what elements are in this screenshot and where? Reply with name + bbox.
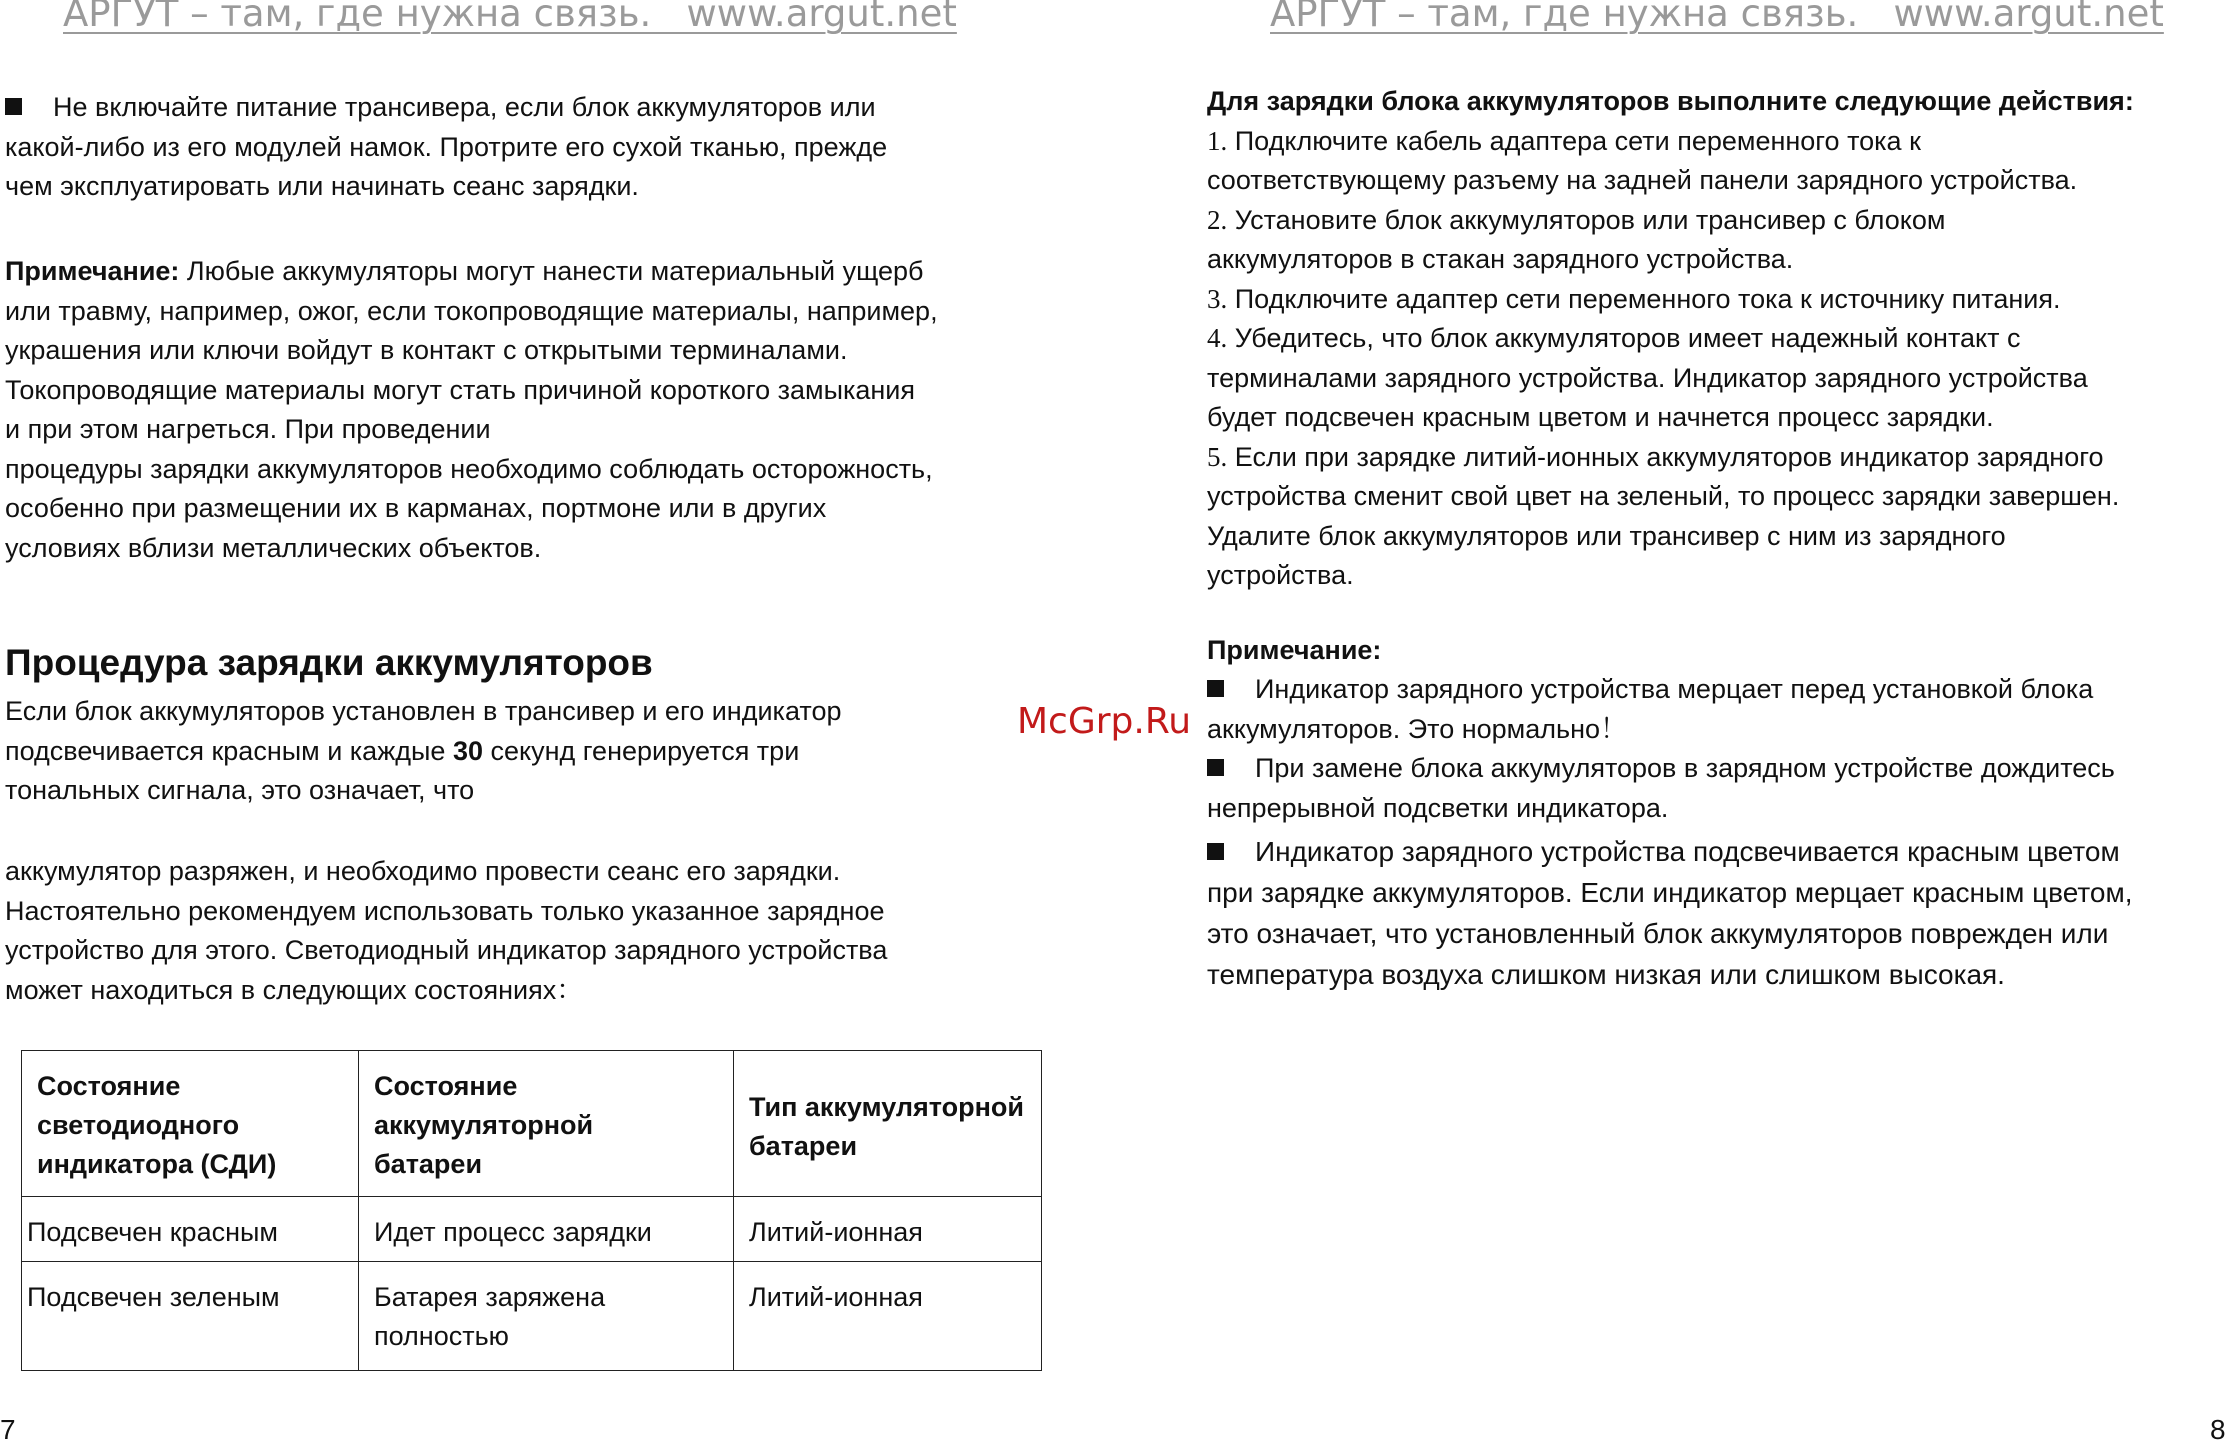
intro-paragraph: Если блок аккумуляторов установлен в трансивер и его индикатор подсвечивается красным и каждые 30 секунд генерируется три тональных сигнала, это означает, что xyxy=(5,696,842,805)
left-page xyxy=(0,0,1114,1449)
step-item: 2. Установите блок аккумуляторов или трансивер с блоком аккумуляторов в стакан зарядного устройства. xyxy=(1207,204,1946,274)
notes-section xyxy=(1207,670,2133,995)
steps-section xyxy=(1207,82,2134,596)
table-cell: Подсвечен зеленым xyxy=(22,1262,359,1371)
step-item: 3. Подключите адаптер сети переменного тока к источнику питания. xyxy=(1207,283,2061,314)
table-cell: Идет процесс зарядки xyxy=(359,1197,734,1262)
step-item: 4. Убедитесь, что блок аккумуляторов имеет надежный контакт с терминалами зарядного устройства. Индикатор зарядного устройства будет подсвечен красным цветом и начнется процесс зарядки. xyxy=(1207,323,2088,432)
bullet-square-icon xyxy=(1207,843,1224,860)
step-item: 1. Подключите кабель адаптера сети переменного тока к соответствующему разъему на задней панели зарядного устройства. xyxy=(1207,125,2078,195)
led-status-table xyxy=(21,1050,1042,1371)
table-cell: Литий-ионная xyxy=(734,1262,1042,1371)
table-header-cell: Состояние аккумуляторной батареи xyxy=(359,1051,734,1197)
right-page xyxy=(1114,0,2229,1449)
note-item: Индикатор зарядного устройства подсвечивается красным цветом при зарядке аккумуляторов. Если индикатор мерцает красным цветом, это означает, что установленный блок аккумуляторов поврежден или температура воздуха слишком низкая или слишком высокая. xyxy=(1207,836,2133,990)
watermark-text: McGrp.Ru xyxy=(1017,701,1192,742)
bullet-square-icon xyxy=(1207,680,1224,697)
step-item: 5. Если при зарядке литий-ионных аккумуляторов индикатор зарядного устройства сменит свой цвет на зеленый, то процесс зарядки завершен. Удалите блок аккумуляторов или трансивер с ним из зарядного устройства. xyxy=(1207,441,2120,590)
steps-title: Для зарядки блока аккумуляторов выполните следующие действия: xyxy=(1207,86,2134,116)
table-header-cell: Тип аккумуляторной батареи xyxy=(734,1051,1042,1197)
note-item: Индикатор зарядного устройства мерцает перед установкой блока аккумуляторов. Это нормально！ xyxy=(1207,674,2094,744)
table-row xyxy=(22,1262,1042,1371)
table-row xyxy=(22,1197,1042,1262)
table-cell: Литий-ионная xyxy=(734,1197,1042,1262)
note-item: При замене блока аккумуляторов в зарядном устройстве дождитесь непрерывной подсветки индикатора. xyxy=(1207,753,2115,823)
note-paragraph: Примечание: Любые аккумуляторы могут нанести материальный ущерб или травму, например, ожог, если токопроводящие материалы, например, украшения или ключи войдут в контакт с открытыми терминалами. Токопроводящие материалы могут стать причиной короткого замыкания и при этом нагреться. При проведении процедуры зарядки аккумуляторов необходимо соблюдать осторожность, особенно при размещении их в карманах, портмоне или в других условиях вблизи металлических объектов. xyxy=(5,256,938,563)
table-header-row xyxy=(22,1051,1042,1197)
page-header: АРГУТ – там, где нужна связь. www.argut.net xyxy=(1270,0,2164,35)
bullet-square-icon xyxy=(5,98,22,115)
page-number: 8 xyxy=(2210,1414,2226,1445)
table-header-cell: Состояние светодиодного индикатора (СДИ) xyxy=(22,1051,359,1197)
table-cell: Батарея заряжена полностью xyxy=(359,1262,734,1371)
bullet-square-icon xyxy=(1207,759,1224,776)
page-number: 7 xyxy=(0,1414,16,1445)
warning-paragraph: Не включайте питание трансивера, если блок аккумуляторов или какой-либо из его модулей намок. Протрите его сухой тканью, прежде чем эксплуатировать или начинать сеанс зарядки. xyxy=(5,92,888,201)
continuation-paragraph: аккумулятор разряжен, и необходимо провести сеанс его зарядки. Настоятельно рекомендуем использовать только указанное зарядное устройство для этого. Светодиодный индикатор зарядного устройства может находиться в следующих состояниях： xyxy=(5,856,888,1005)
table-cell: Подсвечен красным xyxy=(22,1197,359,1262)
section-title: Процедура зарядки аккумуляторов xyxy=(5,642,653,683)
note-title: Примечание: xyxy=(1207,635,1382,665)
page-header: АРГУТ – там, где нужна связь. www.argut.net xyxy=(63,0,957,35)
note-label: Примечание: xyxy=(5,256,180,286)
